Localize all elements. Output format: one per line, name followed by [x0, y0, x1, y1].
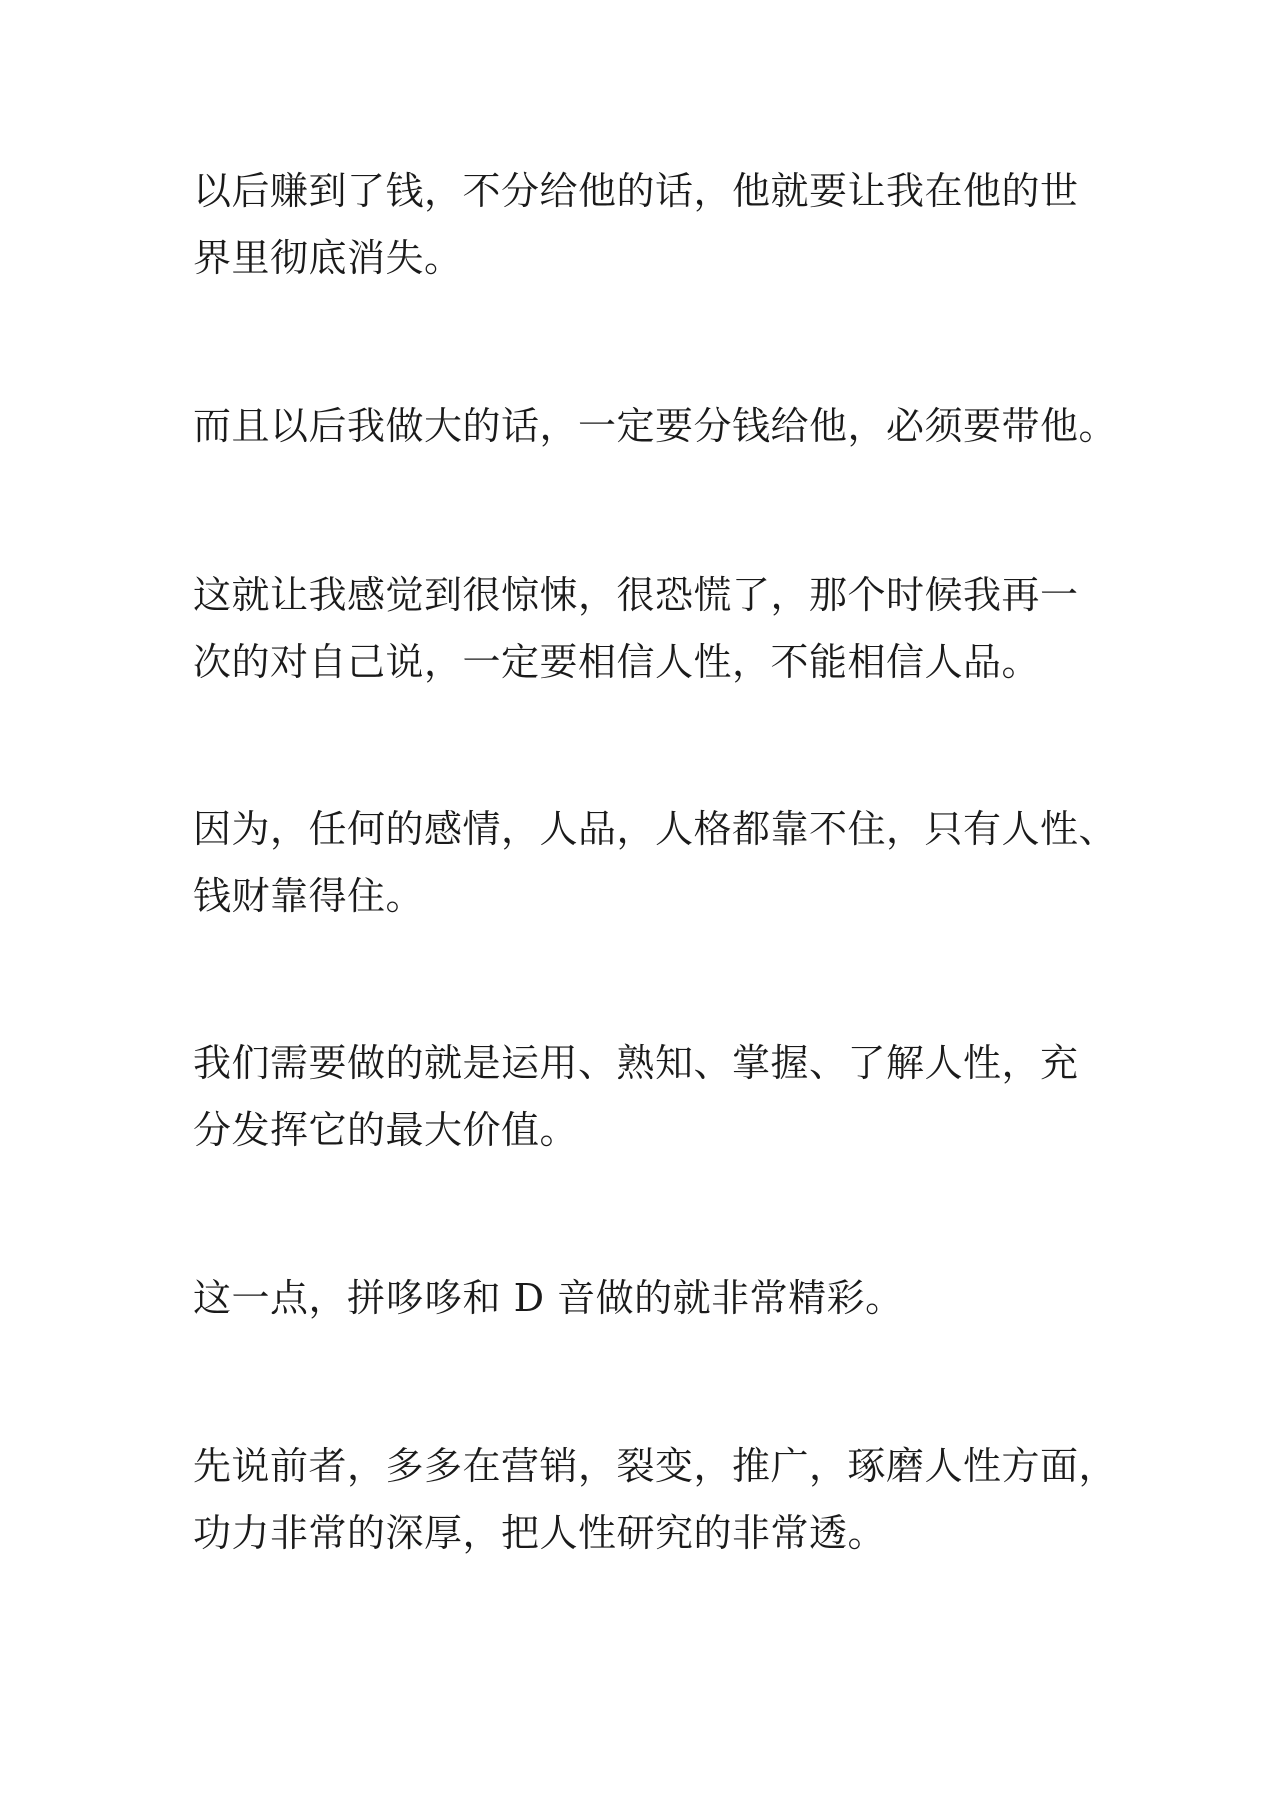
paragraph-line: 分发挥它的最大价值。: [193, 1108, 579, 1152]
paragraph-line: 因为，任何的感情，人品，人格都靠不住，只有人性、: [193, 807, 1118, 851]
paragraph-4: [193, 796, 1118, 930]
paragraph-1: [193, 158, 1093, 292]
paragraph-line: 而且以后我做大的话，一定要分钱给他，必须要带他。: [193, 404, 1118, 448]
paragraph-line: 这就让我感觉到很惊悚，很恐慌了，那个时候我再一: [193, 573, 1079, 617]
paragraph-line: 我们需要做的就是运用、熟知、掌握、了解人性，充: [193, 1041, 1079, 1085]
paragraph-line: 功力非常的深厚，把人性研究的非常透。: [193, 1511, 887, 1555]
paragraph-3: [193, 562, 1093, 696]
paragraph-line: 以后赚到了钱，不分给他的话，他就要让我在他的世: [193, 169, 1079, 213]
paragraph-line: 界里彻底消失。: [193, 236, 463, 280]
paragraph-6: [193, 1265, 1093, 1332]
paragraph-5: [193, 1030, 1093, 1164]
paragraph-line: 钱财靠得住。: [193, 874, 425, 918]
paragraph-line: 次的对自己说，一定要相信人性，不能相信人品。: [193, 640, 1041, 684]
paragraph-line: 这一点，拼哆哆和 D 音做的就非常精彩。: [193, 1276, 904, 1320]
paragraph-7: [193, 1433, 1118, 1567]
paragraph-2: [193, 393, 1118, 460]
paragraph-line: 先说前者，多多在营销，裂变，推广，琢磨人性方面，: [193, 1444, 1118, 1488]
